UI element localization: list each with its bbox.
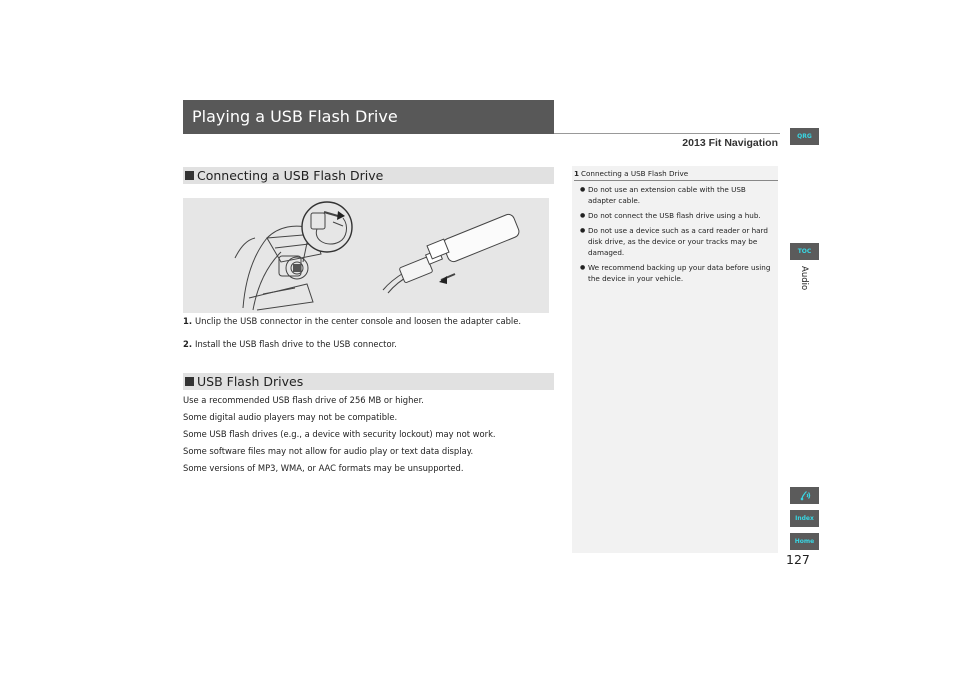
drive-note-line: Some USB flash drives (e.g., a device with security lockout) may not work. [183, 429, 496, 439]
note-item: ● Do not use an extension cable with the USB adapter cable. [580, 184, 772, 206]
voice-command-tab[interactable] [790, 487, 819, 504]
drive-note-line: Some software files may not allow for audio play or text data display. [183, 446, 474, 456]
side-note-list [580, 184, 772, 288]
drive-note-line: Some digital audio players may not be compatible. [183, 412, 398, 422]
section-heading-drives [183, 373, 554, 390]
side-note-heading [574, 169, 778, 181]
section-heading-connecting [183, 167, 554, 184]
square-bullet-icon [185, 171, 194, 180]
model-label: 2013 Fit Navigation [682, 137, 778, 149]
step-number: 1. [183, 316, 193, 326]
square-bullet-icon [185, 377, 194, 386]
section-side-label: Audio [799, 266, 809, 291]
step-text: Unclip the USB connector in the center console and loosen the adapter cable. [195, 316, 522, 326]
step-text: Install the USB flash drive to the USB connector. [195, 339, 397, 349]
usb-illustration-svg [183, 198, 549, 313]
index-tab[interactable]: Index [790, 510, 819, 527]
qrg-tab[interactable]: QRG [790, 128, 819, 145]
drive-note-line: Some versions of MP3, WMA, or AAC formats may be unsupported. [183, 463, 464, 473]
section-heading-text: USB Flash Drives [197, 374, 304, 389]
page-number: 127 [786, 552, 810, 567]
note-item: ● We recommend backing up your data before using the device in your vehicle. [580, 262, 772, 284]
note-item: ● Do not connect the USB flash drive using a hub. [580, 210, 772, 221]
step-2 [183, 339, 397, 349]
toc-tab[interactable]: TOC [790, 243, 819, 260]
step-1 [183, 316, 521, 326]
header-divider [554, 133, 780, 134]
note-title: Connecting a USB Flash Drive [581, 169, 689, 178]
note-item: ● Do not use a device such as a card reader or hard disk drive, as the device or your tracks may be damaged. [580, 225, 772, 258]
note-number: 1 [574, 169, 580, 178]
page-title: Playing a USB Flash Drive [183, 100, 554, 134]
usb-connection-illustration [183, 198, 549, 313]
voice-command-icon [799, 489, 811, 501]
section-heading-text: Connecting a USB Flash Drive [197, 168, 384, 183]
drive-note-line: Use a recommended USB flash drive of 256 MB or higher. [183, 395, 424, 405]
step-number: 2. [183, 339, 193, 349]
home-tab[interactable]: Home [790, 533, 819, 550]
